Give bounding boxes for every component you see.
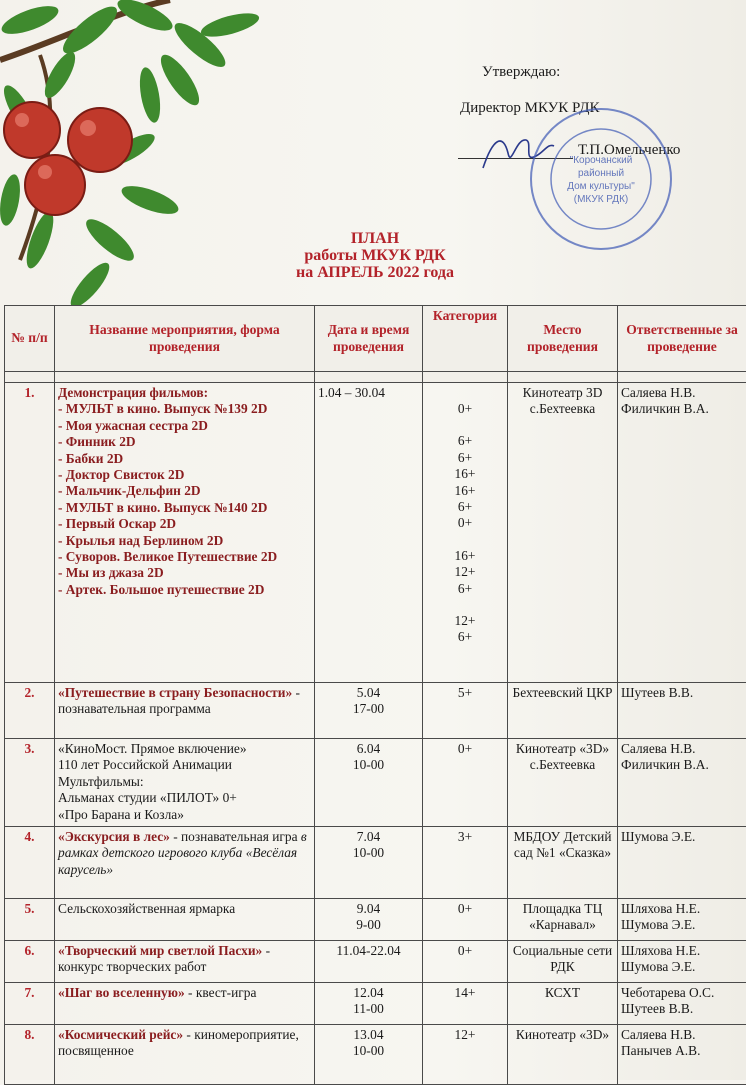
category-value: 16+ bbox=[426, 466, 504, 482]
svg-text:(МКУК РДК): (МКУК РДК) bbox=[574, 194, 628, 205]
row-number: 8. bbox=[5, 1025, 55, 1085]
date-cell: 9.04 9-00 bbox=[315, 899, 423, 941]
film-item: - Суворов. Великое Путешествие 2D bbox=[58, 549, 311, 565]
film-item: - МУЛЬТ в кино. Выпуск №140 2D bbox=[58, 500, 311, 516]
category-value: 6+ bbox=[426, 433, 504, 449]
responsible-cell: Шляхова Н.Е. Шумова Э.Е. bbox=[618, 941, 746, 983]
plan-table bbox=[4, 305, 746, 1085]
table-row bbox=[5, 683, 746, 739]
director-name: Т.П.Омельченко bbox=[578, 142, 680, 159]
place-cell: Кинотеатр 3D с.Бехтеевка bbox=[508, 383, 618, 683]
row-number: 1. bbox=[5, 383, 55, 683]
place-cell: Площадка ТЦ «Карнавал» bbox=[508, 899, 618, 941]
film-item: - Финник 2D bbox=[58, 434, 311, 450]
category-cell: 0+ bbox=[423, 941, 508, 983]
responsible-cell: Чеботарева О.С. Шутеев В.В. bbox=[618, 983, 746, 1025]
event-title: Демонстрация фильмов: bbox=[58, 385, 311, 401]
date-cell: 6.04 10-00 bbox=[315, 739, 423, 827]
category-cell bbox=[423, 383, 508, 683]
row-number: 5. bbox=[5, 899, 55, 941]
responsible-cell: Шутеев В.В. bbox=[618, 683, 746, 739]
date-cell: 13.04 10-00 bbox=[315, 1025, 423, 1085]
date-cell: 7.04 10-00 bbox=[315, 827, 423, 899]
row-number: 2. bbox=[5, 683, 55, 739]
film-item: - Крылья над Берлином 2D bbox=[58, 533, 311, 549]
table-row bbox=[5, 739, 746, 827]
category-value: 6+ bbox=[426, 499, 504, 515]
svg-text:"Корочанский: "Корочанский bbox=[570, 155, 633, 166]
category-value: 12+ bbox=[426, 564, 504, 580]
event-cell: «Творческий мир светлой Пасхи» - конкурс творческих работ bbox=[55, 941, 315, 983]
film-item: - Артек. Большое путешествие 2D bbox=[58, 582, 311, 598]
row-number: 6. bbox=[5, 941, 55, 983]
responsible-cell bbox=[618, 383, 746, 683]
event-title: «Путешествие в страну Безопасности» bbox=[58, 685, 292, 700]
date-cell: 11.04-22.04 bbox=[315, 941, 423, 983]
place-cell: Кинотеатр «3D» с.Бехтеевка bbox=[508, 739, 618, 827]
svg-text:районный: районный bbox=[578, 168, 624, 179]
plan-period: на АПРЕЛЬ 2022 года bbox=[250, 263, 500, 282]
header-spacer-row bbox=[5, 372, 746, 383]
film-item: - Доктор Свисток 2D bbox=[58, 467, 311, 483]
header-category: Категория bbox=[423, 306, 508, 372]
film-item: - Первый Оскар 2D bbox=[58, 516, 311, 532]
date-cell: 1.04 – 30.04 bbox=[315, 383, 423, 683]
table-row bbox=[5, 899, 746, 941]
category-value: 0+ bbox=[426, 515, 504, 531]
date-cell: 5.04 17-00 bbox=[315, 683, 423, 739]
approval-heading: Утверждаю: bbox=[482, 64, 560, 81]
place-cell: МБДОУ Детский сад №1 «Сказка» bbox=[508, 827, 618, 899]
event-cell: «КиноМост. Прямое включение» 110 лет Российской Анимации Мультфильмы: Альманах студии «ПИЛОТ» 0+ «Про Барана и Козла» bbox=[55, 739, 315, 827]
svg-text:Дом культуры": Дом культуры" bbox=[567, 181, 635, 192]
table-row bbox=[5, 383, 746, 683]
category-value: 16+ bbox=[426, 548, 504, 564]
row-number: 7. bbox=[5, 983, 55, 1025]
place-cell: Социальные сети РДК bbox=[508, 941, 618, 983]
category-cell: 0+ bbox=[423, 739, 508, 827]
responsible-person: Саляева Н.В. bbox=[621, 385, 743, 401]
event-cell: «Шаг во вселенную» - квест-игра bbox=[55, 983, 315, 1025]
date-cell: 12.04 11-00 bbox=[315, 983, 423, 1025]
film-item: - Моя ужасная сестра 2D bbox=[58, 418, 311, 434]
category-value: 6+ bbox=[426, 629, 504, 645]
film-item: - МУЛЬТ в кино. Выпуск №139 2D bbox=[58, 401, 311, 417]
responsible-cell: Саляева Н.В. Панычев А.В. bbox=[618, 1025, 746, 1085]
event-cell bbox=[55, 383, 315, 683]
official-stamp bbox=[528, 106, 674, 252]
header-event: Название мероприятия, форма проведения bbox=[55, 306, 315, 372]
header-responsible: Ответственные за проведение bbox=[618, 306, 746, 372]
place-cell: КСХТ bbox=[508, 983, 618, 1025]
event-cell bbox=[55, 683, 315, 739]
row-number: 4. bbox=[5, 827, 55, 899]
table-row bbox=[5, 983, 746, 1025]
plan-subtitle: работы МКУК РДК bbox=[250, 246, 500, 265]
film-item: - Мы из джаза 2D bbox=[58, 565, 311, 581]
row-number: 3. bbox=[5, 739, 55, 827]
category-cell: 14+ bbox=[423, 983, 508, 1025]
category-cell: 5+ bbox=[423, 683, 508, 739]
category-value: 6+ bbox=[426, 581, 504, 597]
event-cell: «Экскурсия в лес» - познавательная игра в рамках детского игрового клуба «Весёлая карусель» bbox=[55, 827, 315, 899]
responsible-cell: Шумова Э.Е. bbox=[618, 827, 746, 899]
responsible-person: Филичкин В.А. bbox=[621, 401, 743, 417]
table-header-row bbox=[5, 306, 746, 372]
table-row bbox=[5, 941, 746, 983]
category-cell: 3+ bbox=[423, 827, 508, 899]
event-form: - познавательная программа bbox=[58, 685, 300, 716]
category-value: 0+ bbox=[426, 401, 504, 417]
approval-position: Директор МКУК РДК bbox=[460, 100, 599, 117]
category-value: 6+ bbox=[426, 450, 504, 466]
event-cell: «Космический рейс» - киномероприятие, посвященное bbox=[55, 1025, 315, 1085]
header-place: Место проведения bbox=[508, 306, 618, 372]
category-cell: 0+ bbox=[423, 899, 508, 941]
category-value: 12+ bbox=[426, 613, 504, 629]
header-number: № п/п bbox=[5, 306, 55, 372]
film-item: - Бабки 2D bbox=[58, 451, 311, 467]
responsible-cell: Шляхова Н.Е. Шумова Э.Е. bbox=[618, 899, 746, 941]
table-row bbox=[5, 827, 746, 899]
plan-title: ПЛАН bbox=[250, 229, 500, 248]
event-cell: Сельскохозяйственная ярмарка bbox=[55, 899, 315, 941]
category-value: 16+ bbox=[426, 483, 504, 499]
place-cell: Бехтеевский ЦКР bbox=[508, 683, 618, 739]
table-row bbox=[5, 1025, 746, 1085]
place-cell: Кинотеатр «3D» bbox=[508, 1025, 618, 1085]
category-cell: 12+ bbox=[423, 1025, 508, 1085]
film-item: - Мальчик-Дельфин 2D bbox=[58, 483, 311, 499]
responsible-cell: Саляева Н.В. Филичкин В.А. bbox=[618, 739, 746, 827]
header-date: Дата и время проведения bbox=[315, 306, 423, 372]
